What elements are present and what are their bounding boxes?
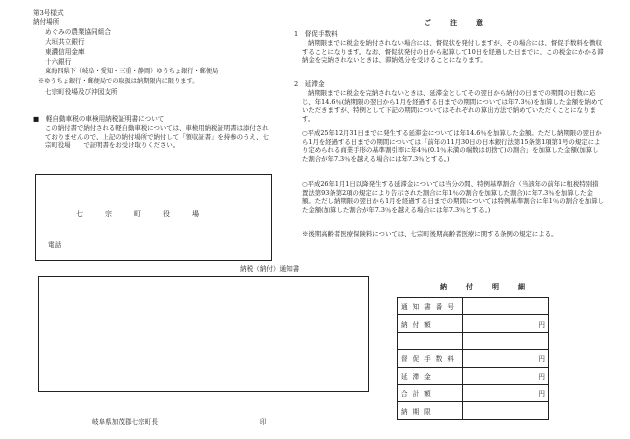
row-label: 合計額 [398, 384, 463, 401]
certificate-notice-title: ■ 軽自動車税の車検用納税証明書について [33, 115, 165, 123]
row-value [462, 332, 548, 349]
payment-place-item: 東濃信用金庫 [45, 48, 85, 56]
details-title: 納 付 明 細 [440, 282, 531, 291]
note-heading: 1 督促手数料 [294, 30, 338, 38]
row-label: 通知書番号 [398, 298, 463, 315]
row-label: 納期限 [398, 402, 463, 419]
payment-notice-title: 納税（納付）通知書 [240, 265, 300, 273]
payment-place-title: 納付場所 [33, 18, 60, 26]
certificate-notice-body: この納付書で納付される軽自動車税については、車検用納税証明書は添付されておりませんので、上記の納付場所で納付して「領収証書」を持参のうえ、七宗町役場 で証明書をお受け取りください。 [45, 124, 269, 150]
payment-notice-area [38, 276, 369, 392]
row-value: 円 [462, 315, 548, 332]
row-value: 円 [462, 367, 548, 384]
payment-place-item: 七宗町役場及び沖図支所 [45, 88, 118, 96]
note-body: 納期限までに税金を納付されない場合には、督促状を発付しますが、その場合には、督促手数料を徴収することになります。なお、督促状発付の日から起算して10日を経過した日までに、この税金にかかる滞納金を完納されないときは、滞納処分を受けることになります。 [302, 39, 604, 65]
note-body: ※後期高齢者医療保険料については、七宗町後期高齢者医療に関する条例の規定による。 [302, 230, 558, 238]
payment-place-item: めぐみの農業協同組合 [45, 28, 111, 36]
row-value: 円 [462, 350, 548, 367]
table-row [398, 402, 549, 419]
row-label: 納付額 [398, 315, 463, 332]
note-body: ○平成26年1月1日以降発生する延滞金については当分の間、特例基準割合（当該年の前年に租税特別措置法第93条第2項の規定により告示された割合に年1％の割合を加算した割合)に年7.3％を加算した金額。ただし納期限の翌日から1月を経過する日までの期間については特例基準割合に年1％の割合を加算した金額(加算した割合が年7.3％を越える場合には年7.3％とする。) [302, 180, 604, 214]
office-box [35, 174, 272, 261]
payment-place-item: 東海四県下（岐阜・愛知・三重・静岡）ゆうちょ銀行・郵便局 [45, 68, 219, 75]
note-body: 納期限までに税金を完納されないときは、延滞金としてその翌日から納付の日までの期間の日数に応じ、年14.6％(納期限の翌日から1月を経過する日までの期間については年7.3％)を加算した金額を納めていただきますが、特例として下記の期間についてはそれぞれの算出方法で納めていただくことになります。 [302, 89, 604, 123]
issuer-name: 岐阜県加茂郡七宗町長 [92, 418, 158, 426]
table-row [398, 332, 549, 349]
row-label [398, 332, 463, 349]
table-row [398, 298, 549, 315]
office-name: 七宗町役場 [76, 210, 221, 218]
table-row [398, 350, 549, 367]
row-value: 円 [462, 384, 548, 401]
row-label: 督促手数料 [398, 350, 463, 367]
table-row [398, 367, 549, 384]
form-number: 第3号様式 [33, 9, 64, 17]
details-table [397, 297, 549, 420]
table-row [398, 384, 549, 401]
row-label: 延滞金 [398, 367, 463, 384]
table-row [398, 315, 549, 332]
payment-place-item: 大垣共立銀行 [45, 38, 85, 46]
row-value [462, 298, 548, 315]
note-heading: 2 延滞金 [294, 80, 325, 88]
payment-place-item: 十六銀行 [45, 58, 72, 66]
row-value [462, 402, 548, 419]
seal-mark: 印 [260, 418, 267, 426]
phone-label: 電話 [48, 241, 62, 249]
notes-title: ご 注 意 [424, 18, 489, 27]
note-body: ○平成25年12月31日までに発生する延滞金については年14.6％を加算した金額。ただし納期限の翌日から1月を経過する日までの期間については「前年の11月30日の日本銀行法第15条第1項第1号の規定により定められる商業手形の基準割引率に年4％(0.1％未満の端数は切捨て)の割合」を加算した金額(加算した割合が年7.3％を越える場合には年7.3％とする。) [302, 129, 602, 163]
payment-place-note: ※ゆうちょ銀行・郵便局での取扱は納期限内に限ります。 [38, 78, 199, 85]
